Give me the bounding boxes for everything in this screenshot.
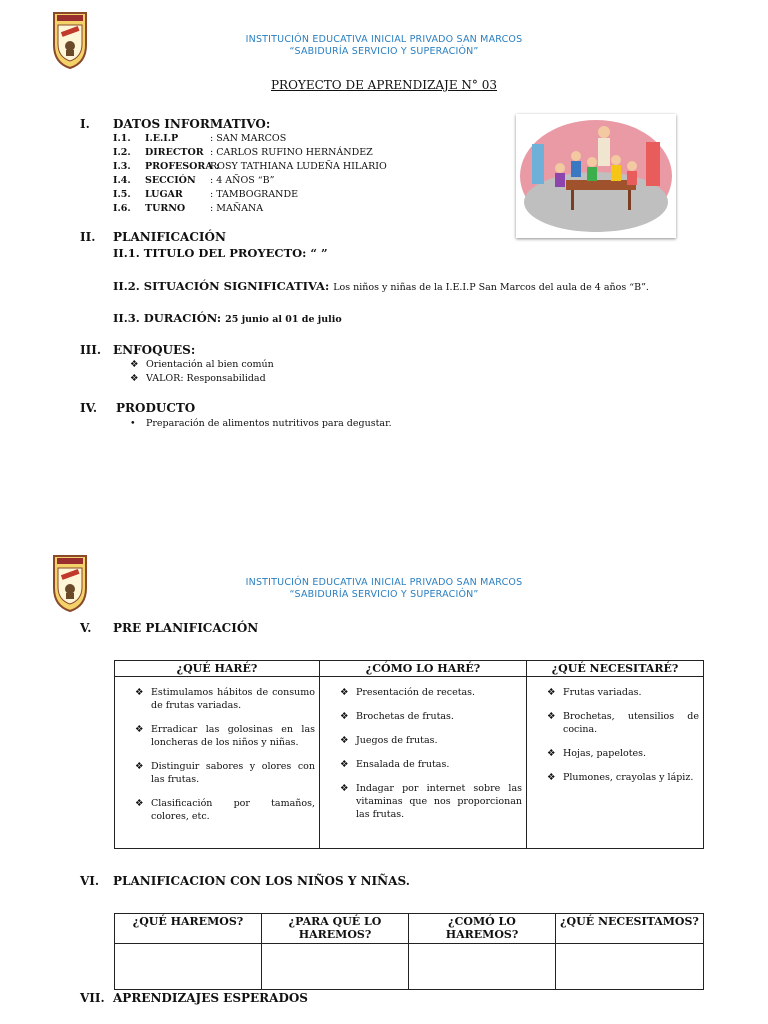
- list-item-text: Ensalada de frutas.: [356, 759, 450, 770]
- list-item: [340, 710, 522, 723]
- bullet-mark: ❖: [547, 748, 556, 759]
- list-item: [340, 734, 522, 747]
- bullet-mark: ❖: [547, 687, 556, 698]
- institution-name: INSTITUCIÓN EDUCATIVA INICIAL PRIVADO SAN MARCOS: [245, 577, 523, 588]
- header-para-que: ¿PARA QUÉ LO HAREMOS?: [262, 914, 409, 944]
- bullet-mark: ❖: [135, 761, 144, 772]
- datos-k: LUGAR: [145, 189, 183, 200]
- datos-n: I.5.: [113, 189, 131, 200]
- list-item-text: Distinguir sabores y olores con las frutas.: [151, 761, 315, 785]
- bullet-mark: ❖: [547, 772, 556, 783]
- duracion: II.3. DURACIÓN: 25 junio al 01 de julio: [113, 311, 342, 325]
- bullet-mark: ❖: [135, 687, 144, 698]
- cell-empty: [115, 944, 262, 990]
- datos-n: I.2.: [113, 147, 131, 158]
- planificacion-ninos-table: [114, 913, 704, 990]
- list-item-text: Estimulamos hábitos de consumo de frutas variadas.: [151, 687, 315, 711]
- cell-empty: [409, 944, 556, 990]
- datos-v: : CARLOS RUFINO HERNÁNDEZ: [210, 147, 373, 158]
- cell-empty: [262, 944, 409, 990]
- datos-k: SECCIÓN: [145, 175, 196, 186]
- header-que-haremos: ¿QUÉ HAREMOS?: [115, 914, 262, 944]
- list-item-text: Hojas, papelotes.: [563, 748, 647, 759]
- datos-v: : MAÑANA: [210, 203, 264, 214]
- cell-como-lo-hare: [320, 677, 527, 849]
- situacion-significativa: II.2. SITUACIÓN SIGNIFICATIVA: Los niños y niñas de la I.E.I.P San Marcos del aula de 4 años “B”.: [113, 279, 649, 293]
- titulo-proyecto: II.1. TITULO DEL PROYECTO: “ ”: [113, 246, 328, 260]
- list-item: [135, 686, 315, 712]
- list-item-text: Plumones, crayolas y lápiz.: [563, 772, 694, 783]
- list-item: [547, 771, 699, 784]
- list-item-text: Brochetas de frutas.: [356, 711, 454, 722]
- cell-que-necesitare: [527, 677, 704, 849]
- bullet-mark: ❖: [135, 798, 144, 809]
- header-como-haremos: ¿COMÓ LO HAREMOS?: [409, 914, 556, 944]
- list-item: [547, 747, 699, 760]
- list-item: [547, 710, 699, 736]
- list-item-text: Juegos de frutas.: [356, 735, 438, 746]
- project-title: PROYECTO DE APRENDIZAJE N° 03: [270, 78, 498, 92]
- list-item: [135, 797, 315, 823]
- list-item: [547, 686, 699, 699]
- bullet-mark: ❖: [547, 711, 556, 722]
- list-item: [340, 686, 522, 699]
- list-item-text: Erradicar las golosinas en las loncheras de los niños y niñas.: [151, 724, 315, 748]
- classroom-image: [516, 114, 676, 238]
- cell-que-hare: [115, 677, 320, 849]
- pre-planificacion-table: [114, 660, 704, 849]
- institution-motto: “SABIDURÍA SERVICIO Y SUPERACIÓN”: [289, 589, 479, 600]
- bullet-mark: ❖: [340, 783, 349, 794]
- list-item-text: Brochetas, utensilios de cocina.: [563, 711, 699, 735]
- classroom-illustration: [516, 114, 676, 238]
- datos-n: I.4.: [113, 175, 131, 186]
- datos-v: : SAN MARCOS: [210, 133, 287, 144]
- datos-n: I.1.: [113, 133, 131, 144]
- list-item: [135, 760, 315, 786]
- institution-name: INSTITUCIÓN EDUCATIVA INICIAL PRIVADO SAN MARCOS: [245, 34, 523, 45]
- list-item: [340, 782, 522, 821]
- bullet-mark: ❖: [340, 735, 349, 746]
- list-item-text: Presentación de recetas.: [356, 687, 476, 698]
- datos-v: : 4 AÑOS “B”: [210, 175, 275, 186]
- list-item-text: Indagar por internet sobre las vitaminas que nos proporcionan las frutas.: [356, 783, 522, 820]
- list-item: [135, 723, 315, 749]
- datos-n: I.3.: [113, 161, 131, 172]
- bullet-mark: ❖: [135, 724, 144, 735]
- header-que-necesitare: ¿QUÉ NECESITARÉ?: [527, 661, 704, 677]
- datos-k: I.E.I.P: [145, 133, 179, 144]
- cell-empty: [556, 944, 704, 990]
- datos-n: I.6.: [113, 203, 131, 214]
- datos-k: PROFESORA :: [145, 161, 220, 172]
- list-item-text: Frutas variadas.: [563, 687, 642, 698]
- datos-v: ROSY TATHIANA LUDEÑA HILARIO: [210, 161, 387, 172]
- datos-k: TURNO: [145, 203, 186, 214]
- datos-k: DIRECTOR: [145, 147, 204, 158]
- bullet-mark: ❖: [340, 759, 349, 770]
- list-item: [340, 758, 522, 771]
- header-que-necesitamos: ¿QUÉ NECESITAMOS?: [556, 914, 704, 944]
- bullet-mark: ❖: [340, 711, 349, 722]
- header-como-lo-hare: ¿CÓMO LO HARÉ?: [320, 661, 527, 677]
- bullet-mark: ❖: [340, 687, 349, 698]
- header-que-hare: ¿QUÉ HARÉ?: [115, 661, 320, 677]
- institution-motto: “SABIDURÍA SERVICIO Y SUPERACIÓN”: [289, 46, 479, 57]
- datos-v: : TAMBOGRANDE: [210, 189, 299, 200]
- list-item-text: Clasificación por tamaños, colores, etc.: [151, 798, 315, 822]
